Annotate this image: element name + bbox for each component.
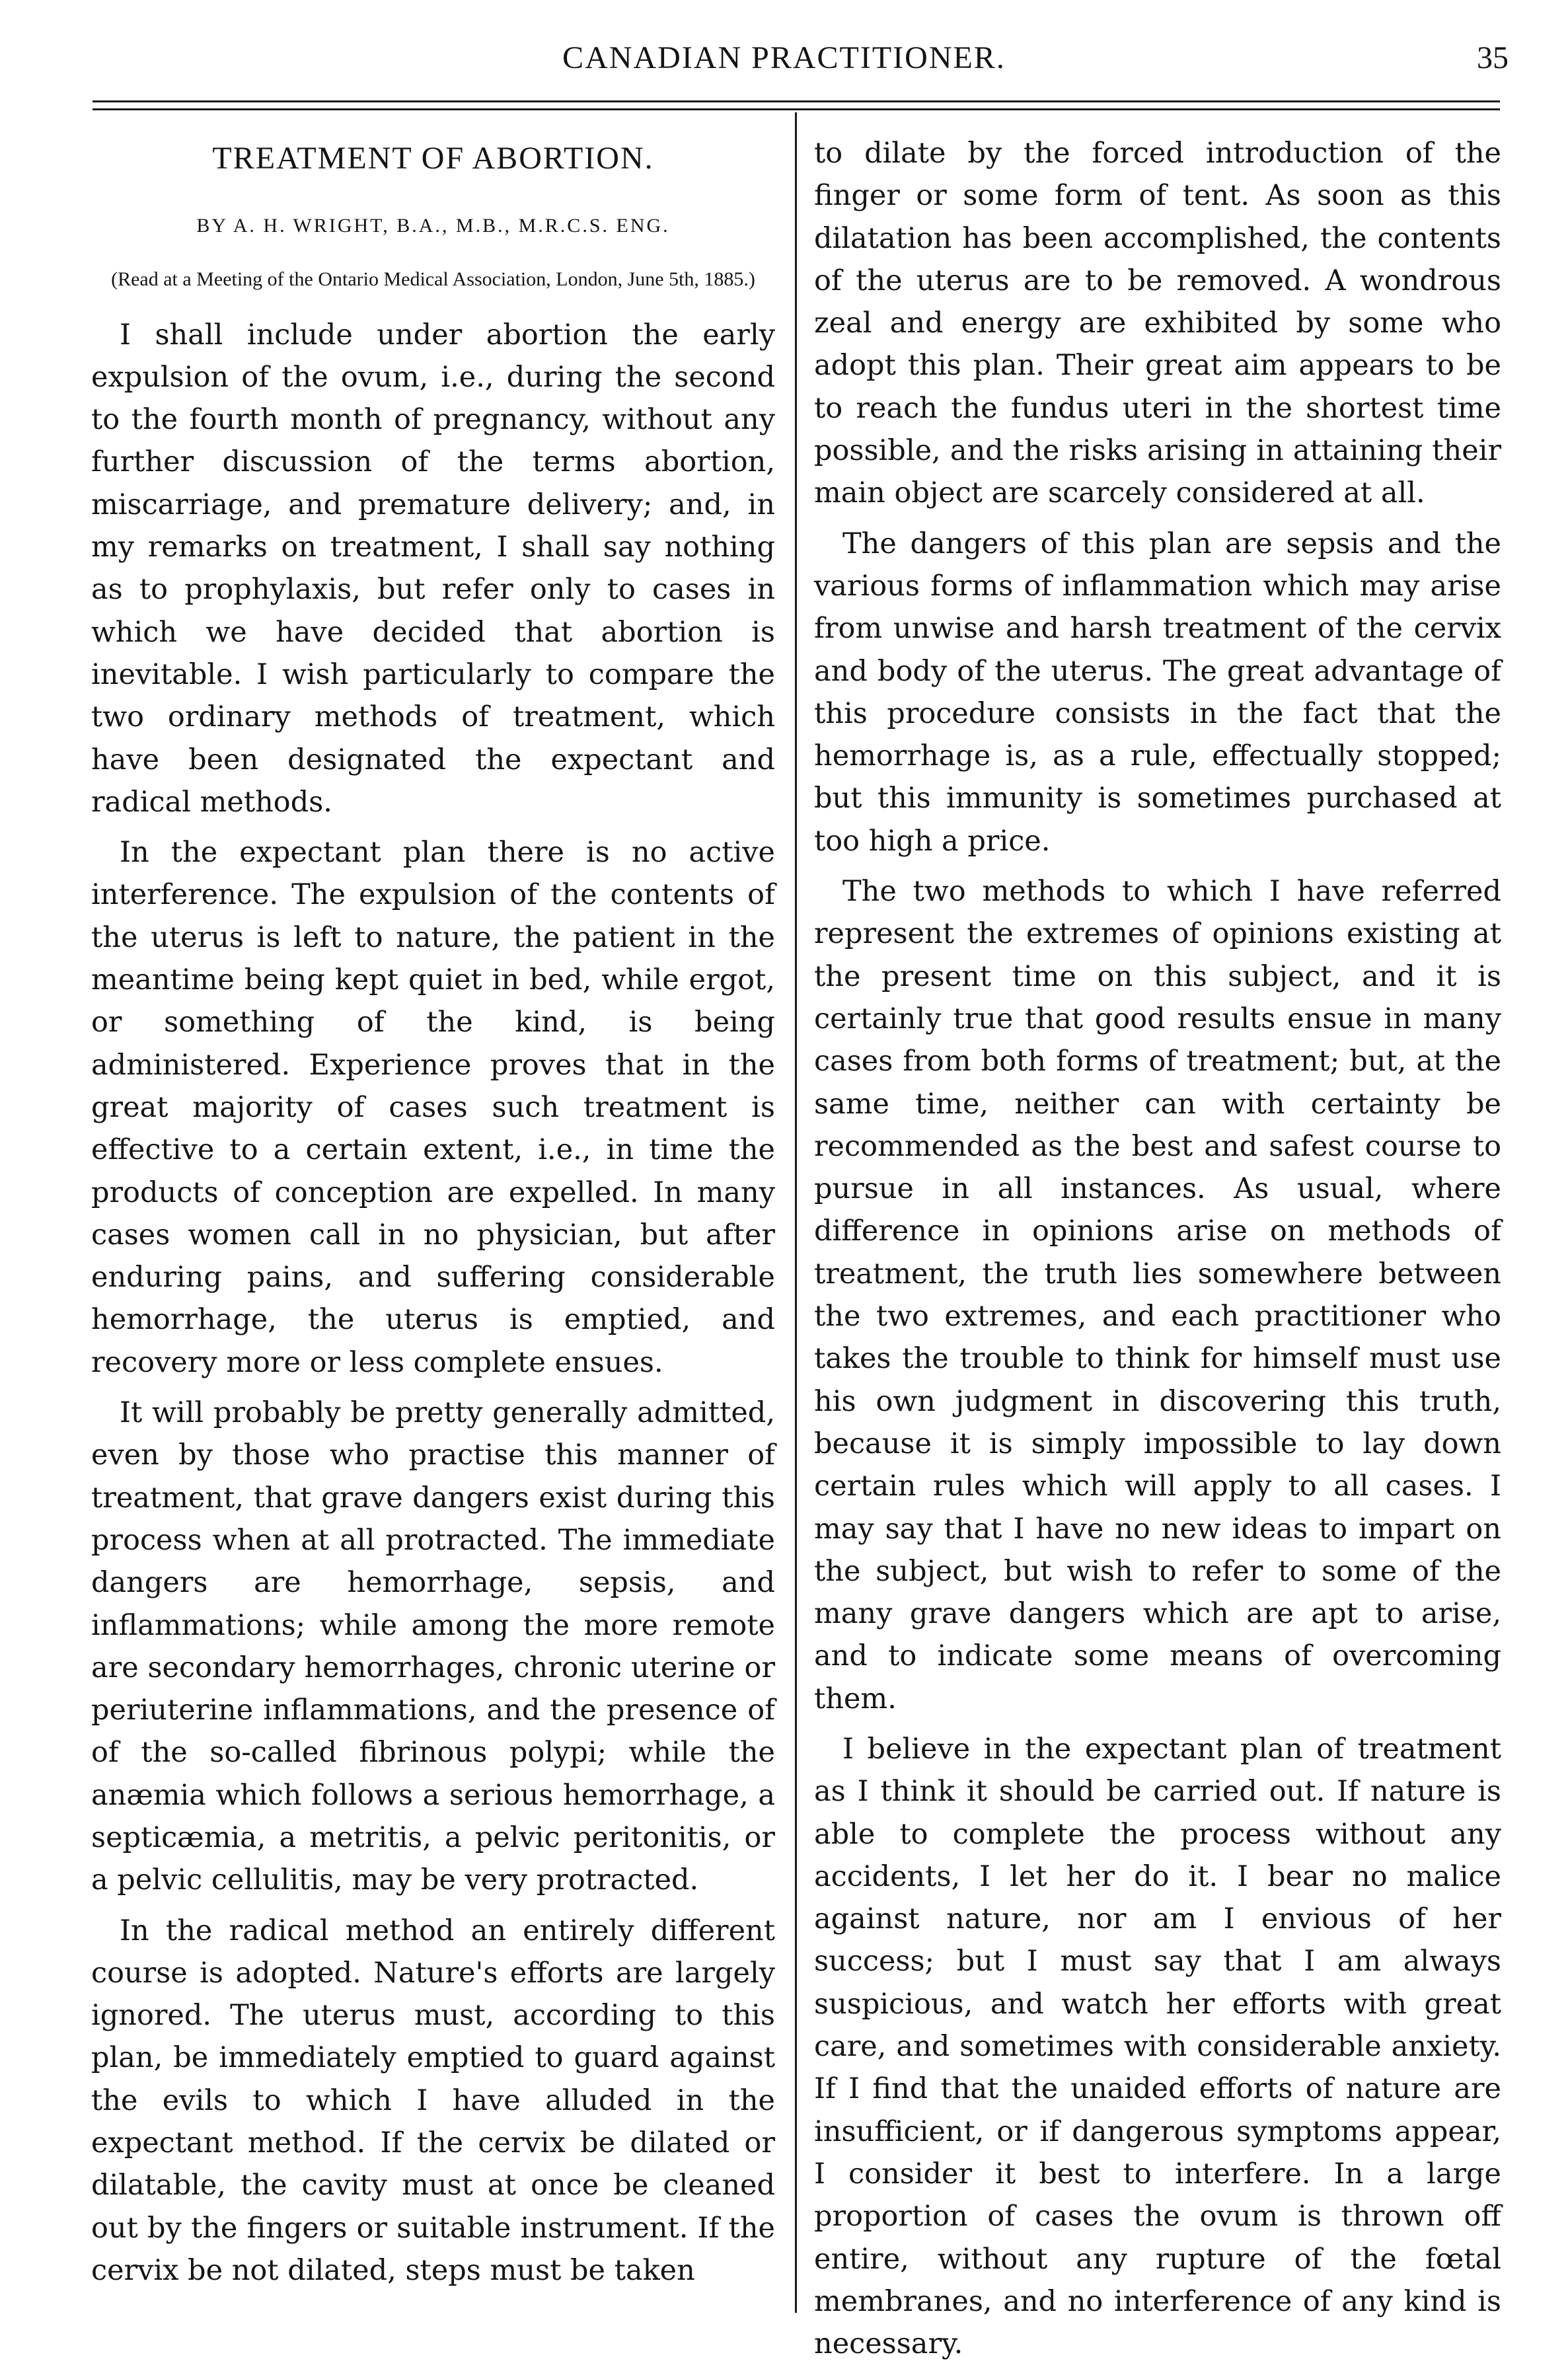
column-divider bbox=[795, 112, 797, 2313]
paragraph: The dangers of this plan are sepsis and the various forms of inflammation which may arise from unwise and harsh treatment of the cervix and body of the uterus. The great advantage of this procedure consists in the fact that the hemorrhage is, as a rule, effectually stopped; but this immunity is sometimes purchased at too high a price. bbox=[814, 527, 1501, 858]
paragraph: to dilate by the forced introduction of the finger or some form of tent. As soon as this dilatation has been accomplished, the contents of the uterus are to be removed. A wondrous zeal and energy are exhibited by some who adopt this plan. Their great aim appears to be to reach the fundus uteri in the shortest time possible, and the risks arising in attaining their main object are scarcely considered at all. bbox=[814, 137, 1501, 510]
paragraph: It will probably be pretty generally admitted, even by those who practise this manner of treatment, that grave dangers exist during this process when at all protracted. The immediate dangers are hemorrhage, sepsis, and inflammations; while among the more remote are secondary hemorrhages, chronic uterine or periuterine inflammations, and the presence of of the so-called fibrinous polypi; while the anæmia which follows a serious hemorrhage, a septicæmia, a metritis, a pelvic peritonitis, or a pelvic cellulitis, may be very protracted. bbox=[91, 1396, 775, 1897]
header-rule-top bbox=[93, 100, 1500, 102]
paragraph: I believe in the expectant plan of treatment as I think it should be carried out. If nature is able to complete the process without any accidents, I let her do it. I bear no malice against nature, nor am I envious of her success; but I must say that I am always suspicious, and watch her efforts with great care, and sometimes with considerable anxiety. If I find that the unaided efforts of nature are insufficient, or if dangerous symptoms appear, I consider it best to interfere. In a large proportion of cases the ovum is thrown off entire, without any rupture of the fœtal membranes, and no interference of any kind is necessary. bbox=[814, 1732, 1501, 2361]
page-number: 35 bbox=[1477, 40, 1509, 75]
article-read-note: (Read at a Meeting of the Ontario Medical Association, London, June 5th, 1885.) bbox=[111, 268, 755, 290]
left-column bbox=[91, 132, 775, 2292]
journal-title: CANADIAN PRACTITIONER. bbox=[562, 40, 1006, 75]
paragraph: I shall include under abortion the early expulsion of the ovum, i.e., during the second to the fourth month of pregnancy, without any further discussion of the terms abortion, miscarriage, and premature delivery; and, in my remarks on treatment, I shall say nothing as to prophylaxis, but refer only to cases in which we have decided that abortion is inevitable. I wish particularly to compare the two ordinary methods of treatment, which have been designated the expectant and radical methods. bbox=[91, 318, 775, 819]
header-rule-bottom bbox=[93, 108, 1500, 110]
paragraph: The two methods to which I have referred represent the extremes of opinions existing at the present time on this subject, and it is certainly true that good results ensue in many cases from both forms of treatment; but, at the same time, neither can with certainty be recommended as the best and safest course to pursue in all instances. As usual, where difference in opinions arise on methods of treatment, the truth lies somewhere between the two extremes, and each practitioner who takes the trouble to think for himself must use his own judgment in discovering this truth, because it is simply impossible to lay down certain rules which will apply to all cases. I may say that I have no new ideas to impart on the subject, but wish to refer to some of the many grave dangers which are apt to arise, and to indicate some means of overcoming them. bbox=[814, 875, 1501, 1715]
right-column bbox=[814, 132, 1501, 2365]
running-head bbox=[0, 40, 1568, 86]
article-title: TREATMENT OF ABORTION. bbox=[212, 141, 654, 176]
article-byline: BY A. H. WRIGHT, B.A., M.B., M.R.C.S. ENG. bbox=[196, 215, 670, 237]
paragraph: In the radical method an entirely different course is adopted. Nature's efforts are largely ignored. The uterus must, according to this plan, be immediately emptied to guard against the evils to which I have alluded in the expectant method. If the cervix be dilated or dilatable, the cavity must at once be cleaned out by the fingers or suitable instrument. If the cervix be not dilated, steps must be taken bbox=[91, 1914, 775, 2287]
paragraph: In the expectant plan there is no active interference. The expulsion of the contents of the uterus is left to nature, the patient in the meantime being kept quiet in bed, while ergot, or something of the kind, is being administered. Experience proves that in the great majority of cases such treatment is effective to a certain extent, i.e., in time the products of conception are expelled. In many cases women call in no physician, but after enduring pains, and suffering considerable hemorrhage, the uterus is emptied, and recovery more or less complete ensues. bbox=[91, 836, 775, 1379]
